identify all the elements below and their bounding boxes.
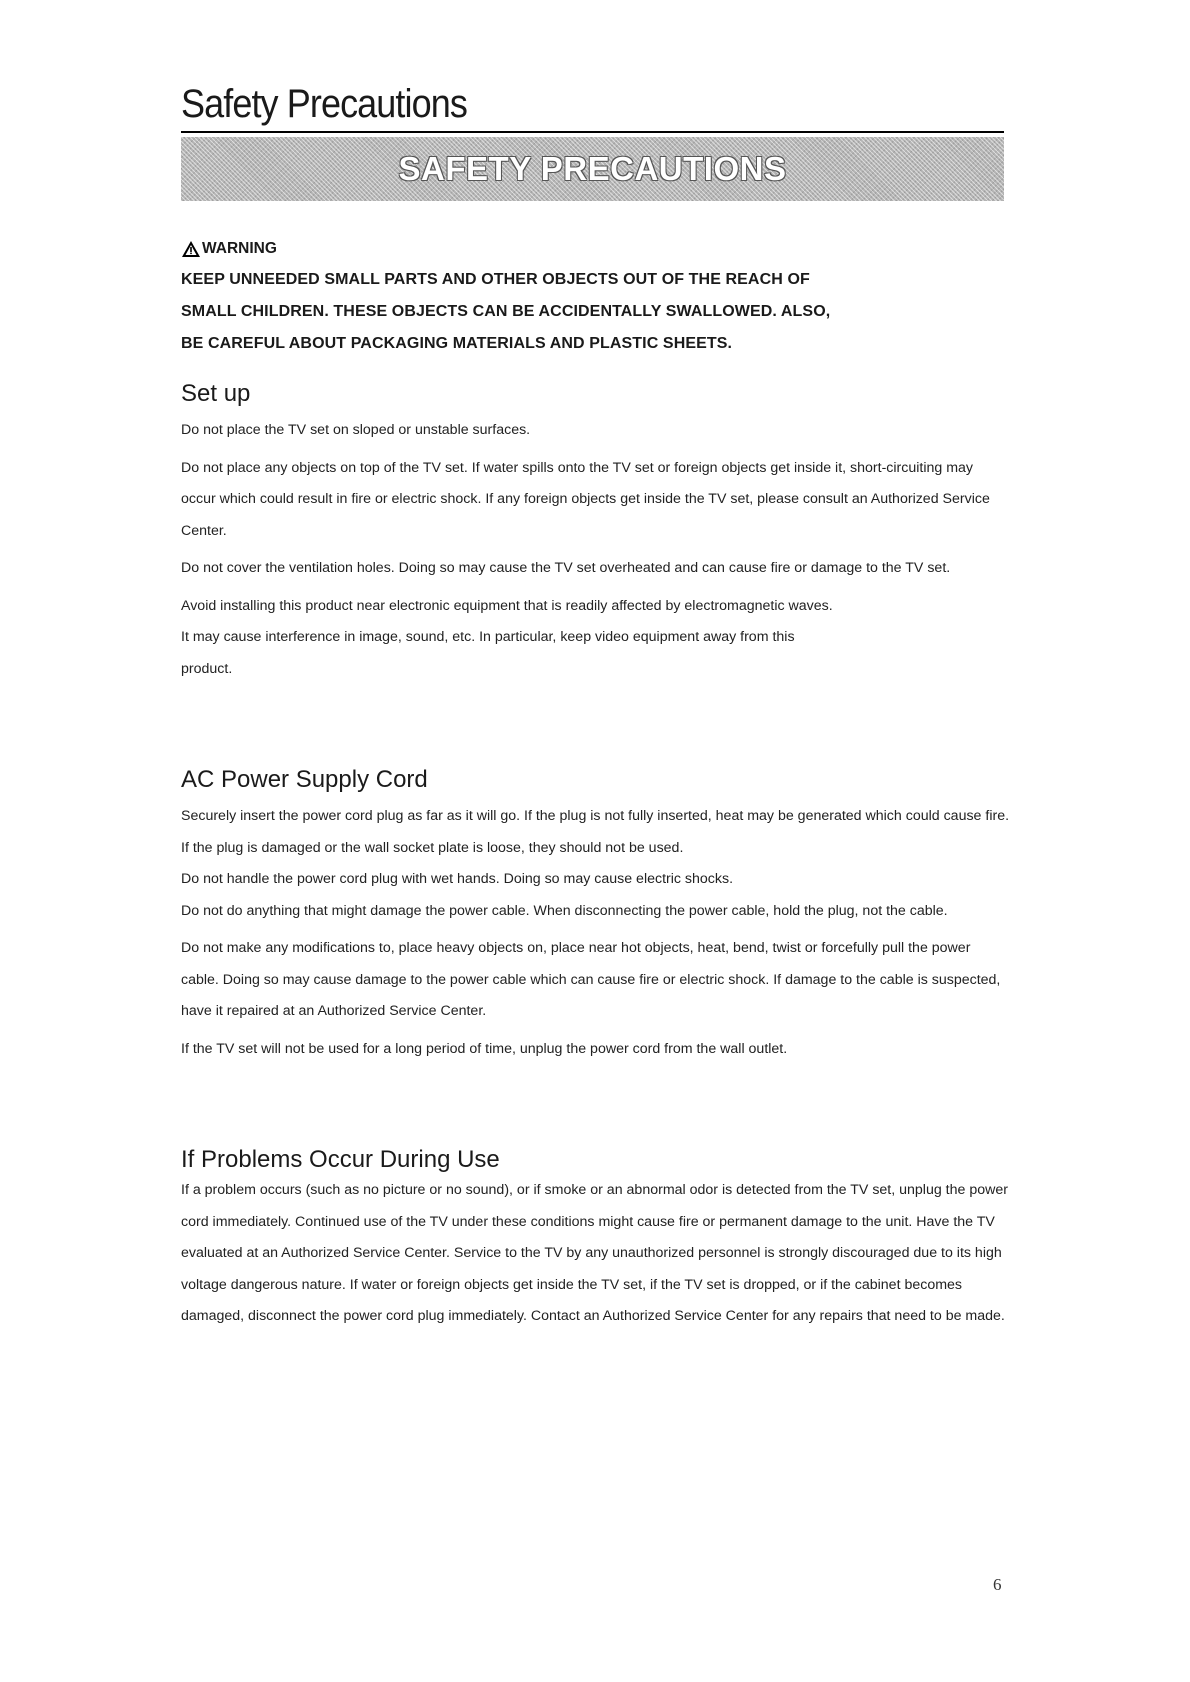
problems-paragraph: If a problem occurs (such as no picture or no sound), or if smoke or an abnormal odor is detected from the TV set, unplug the power cord immediately. Continued use of the TV under these conditions might cause fire or permanent damage to the unit. Have the TV evaluated at an Authorized Service Center. Service to the TV by any unauthorized personnel is strongly discouraged due to its high voltage dangerous nature. If water or foreign objects get inside the TV set, if the TV set is dropped, or if the cabinet becomes damaged, disconnect the power cord plug immediately. Contact an Authorized Service Center for any repairs that need to be made. — [181, 1182, 1008, 1324]
warning-header — [181, 236, 1011, 258]
setup-section — [181, 379, 1011, 691]
ac-power-paragraph: Do not handle the power cord plug with wet hands. Doing so may cause electric shocks. — [181, 871, 734, 887]
page-number: 6 — [993, 1575, 1002, 1594]
warning-line: KEEP UNNEEDED SMALL PARTS AND OTHER OBJECTS OUT OF THE REACH OF — [181, 271, 810, 288]
title-divider — [181, 131, 1004, 133]
setup-paragraph: Do not cover the ventilation holes. Doing so may cause the TV set overheated and can cause fire or damage to the TV set. — [181, 560, 951, 576]
setup-paragraph: product. — [181, 660, 233, 677]
setup-paragraph: Avoid installing this product near electronic equipment that is readily affected by electromagnetic waves. — [181, 597, 833, 614]
banner-title: SAFETY PRECAUTIONS — [398, 150, 787, 187]
setup-heading: Set up — [181, 380, 251, 407]
ac-power-section — [181, 765, 1011, 1071]
ac-power-paragraph: Securely insert the power cord plug as far as it will go. If the plug is not fully inserted, heat may be generated which could cause fire. If the plug is damaged or the wall socket plate is loose, they should not be used. — [181, 808, 1010, 856]
setup-paragraph: Do not place any objects on top of the TV set. If water spills onto the TV set or foreign objects get inside it, short-circuiting may occur which could result in fire or electric shock. If any foreign objects get inside the TV set, please consult an Authorized Service Center. — [181, 459, 990, 539]
problems-section — [181, 1145, 1011, 1339]
warning-label: WARNING — [202, 240, 277, 257]
ac-power-heading: AC Power Supply Cord — [181, 766, 428, 793]
warning-line: BE CAREFUL ABOUT PACKAGING MATERIALS AND PLASTIC SHEETS. — [181, 335, 733, 352]
ac-power-paragraph: Do not make any modifications to, place heavy objects on, place near hot objects, heat, bend, twist or forcefully pull the power cable. Doing so may cause damage to the power cable which can cause fire or electric shock. If damage to the cable is suspected, have it repaired at an Authorized Service Center. — [181, 940, 1001, 1019]
ac-power-paragraph: Do not do anything that might damage the power cable. When disconnecting the power cable, hold the plug, not the cable. — [181, 902, 948, 919]
section-banner — [181, 137, 1004, 201]
warning-text — [181, 264, 1011, 360]
warning-triangle-icon — [181, 240, 201, 258]
ac-power-paragraph: If the TV set will not be used for a long period of time, unplug the power cord from the wall outlet. — [181, 1040, 788, 1057]
setup-paragraph: Do not place the TV set on sloped or unstable surfaces. — [181, 422, 531, 438]
warning-block — [181, 236, 1011, 360]
page-title: Safety Precautions — [181, 82, 467, 126]
problems-heading: If Problems Occur During Use — [181, 1146, 500, 1173]
warning-line: SMALL CHILDREN. THESE OBJECTS CAN BE ACCIDENTALLY SWALLOWED. ALSO, — [181, 303, 831, 320]
setup-paragraph: It may cause interference in image, sound, etc. In particular, keep video equipment away from this — [181, 629, 795, 645]
